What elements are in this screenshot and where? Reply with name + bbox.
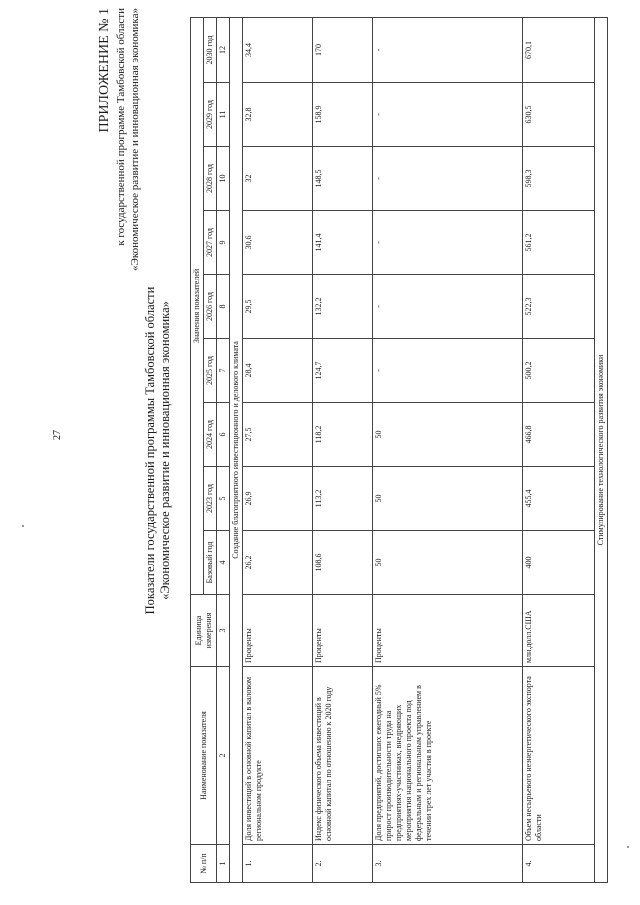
row-value: 32,8 (243, 83, 313, 147)
column-index: 3 (217, 595, 230, 667)
row-value: 670,1 (523, 17, 595, 82)
row-name: Объем несырьевого неэнергетического экспорта области (523, 667, 595, 845)
row-value: 29,5 (243, 275, 313, 339)
table-title (143, 8, 173, 893)
row-value: 170 (313, 17, 373, 82)
row-value: 141,4 (313, 211, 373, 275)
column-index: 6 (217, 403, 230, 467)
row-value: 148,5 (313, 147, 373, 211)
appendix-line-1: к государственной программе Тамбовской области (115, 8, 127, 246)
header-year: 2028 год (204, 147, 217, 211)
appendix-heading (96, 8, 142, 568)
appendix-title: ПРИЛОЖЕНИЕ № 1 (97, 8, 112, 133)
row-num: 3. (373, 845, 523, 883)
column-index: 2 (217, 667, 230, 845)
row-value: 598,3 (523, 147, 595, 211)
column-index: 1 (217, 845, 230, 883)
row-value: 500,2 (523, 339, 595, 403)
header-year: Базовый год (204, 531, 217, 595)
row-value: 50 (373, 467, 523, 531)
row-num: 2. (313, 845, 373, 883)
header-unit: Единица измерения (191, 595, 217, 667)
row-value: 108,6 (313, 531, 373, 595)
header-year: 2029 год (204, 83, 217, 147)
header-name: Наименование показателя (191, 667, 217, 845)
row-value: 50 (373, 403, 523, 467)
header-year: 2025 год (204, 339, 217, 403)
row-value: 32 (243, 147, 313, 211)
column-index: 8 (217, 275, 230, 339)
row-value: - (373, 275, 523, 339)
row-value: 466,8 (523, 403, 595, 467)
row-num: 1. (243, 845, 313, 883)
row-value: 113,2 (313, 467, 373, 531)
header-year: 2030 год (204, 17, 217, 82)
row-value: 118,2 (313, 403, 373, 467)
row-value: 400 (523, 531, 595, 595)
column-index: 11 (217, 83, 230, 147)
table-row (523, 17, 595, 882)
table-row (243, 17, 313, 882)
row-num: 4. (523, 845, 595, 883)
scan-speck (22, 525, 24, 527)
indicators-table (190, 17, 608, 883)
row-value: 561,2 (523, 211, 595, 275)
row-unit: Проценты (243, 595, 313, 667)
header-values-group: Значения показателей (191, 17, 204, 594)
row-value: - (373, 17, 523, 82)
row-value: 522,3 (523, 275, 595, 339)
row-unit: Проценты (373, 595, 523, 667)
column-index: 12 (217, 17, 230, 82)
row-value: 26,9 (243, 467, 313, 531)
column-index: 7 (217, 339, 230, 403)
row-value: 34,4 (243, 17, 313, 82)
column-index: 9 (217, 211, 230, 275)
header-year: 2026 год (204, 275, 217, 339)
row-value: - (373, 211, 523, 275)
header-num: № п/п (191, 845, 217, 883)
header-year: 2023 год (204, 467, 217, 531)
row-value: 26,2 (243, 531, 313, 595)
row-value: 132,2 (313, 275, 373, 339)
row-value: 124,7 (313, 339, 373, 403)
row-value: 158,9 (313, 83, 373, 147)
header-year: 2024 год (204, 403, 217, 467)
appendix-line-2: «Экономическое развитие и инновационная экономика» (129, 8, 141, 271)
table-row (373, 17, 523, 882)
row-value: - (373, 147, 523, 211)
row-value: - (373, 339, 523, 403)
row-value: 50 (373, 531, 523, 595)
table-title-line-1: Показатели государственной программы Тамбовской области (143, 286, 157, 615)
rotated-page-content (18, 8, 638, 893)
row-name: Доля инвестиций в основной капитал в валовом региональном продукте (243, 667, 313, 845)
row-unit: млн.долл.США (523, 595, 595, 667)
page-number: 27 (52, 430, 63, 440)
section-title: Стимулирование технологического развития экономики (595, 17, 608, 882)
row-value: 30,6 (243, 211, 313, 275)
section-title: Создание благоприятного инвестиционного и делового климата (230, 17, 243, 882)
scan-speck (627, 846, 629, 848)
row-value: 28,4 (243, 339, 313, 403)
row-value: 455,4 (523, 467, 595, 531)
row-name: Индекс физического объема инвестиций в основной капитал по отношению к 2020 году (313, 667, 373, 845)
header-year: 2027 год (204, 211, 217, 275)
table-row (313, 17, 373, 882)
row-name: Доля предприятий, достигших ежегодный 5% прирост производительности труда на предприятиях-участниках, внедряющих мероприятия национального проекта под федеральным и региональным управлением в течении трех лет участия в проекте (373, 667, 523, 845)
row-value: - (373, 83, 523, 147)
row-value: 630,5 (523, 83, 595, 147)
row-value: 27,5 (243, 403, 313, 467)
column-index: 10 (217, 147, 230, 211)
column-index: 4 (217, 531, 230, 595)
row-unit: Проценты (313, 595, 373, 667)
table-title-line-2: «Экономическое развитие и инновационная экономика» (158, 301, 172, 600)
column-index: 5 (217, 467, 230, 531)
